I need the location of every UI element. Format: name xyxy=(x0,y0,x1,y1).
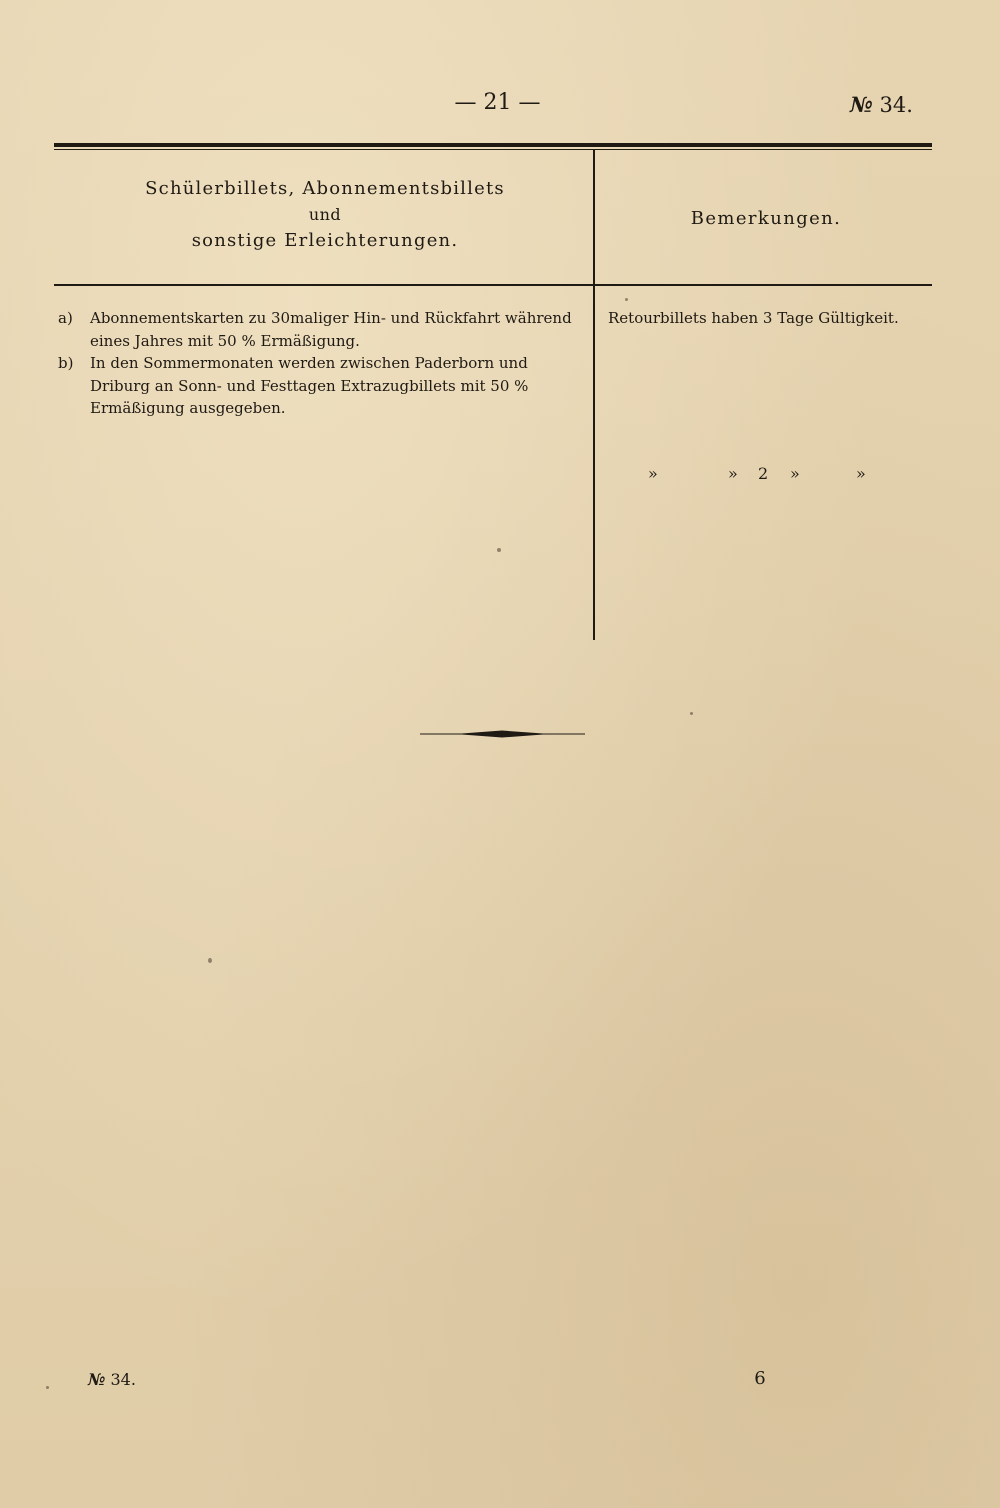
issue-symbol: № xyxy=(850,92,873,117)
item-text: In den Sommermonaten werden zwischen Paderborn und Driburg an Sonn- und Festtagen Extrazugbillets mit 50 % Ermäßigung ausgegeben. xyxy=(90,354,529,417)
footer-issue-symbol: № xyxy=(88,1370,106,1389)
list-item xyxy=(58,352,588,420)
table-top-rule-thin xyxy=(54,149,932,150)
list-item xyxy=(58,307,588,352)
page-number: — 21 — xyxy=(454,90,541,115)
item-label: b) xyxy=(58,354,74,372)
left-header-line-1: Schülerbillets, Abonnementsbillets xyxy=(145,178,505,199)
footer-issue-value: 34. xyxy=(110,1370,136,1389)
table-header-rule xyxy=(54,284,932,286)
paper-speck xyxy=(208,958,212,963)
sheet-number: 6 xyxy=(754,1368,766,1389)
paper-speck xyxy=(690,712,693,715)
paper-speck xyxy=(497,548,501,552)
left-column-header xyxy=(90,176,560,254)
issue-number-header xyxy=(850,92,950,117)
right-column-header: Bemerkungen. xyxy=(690,208,842,229)
remark-text: Retourbillets haben 3 Tage Gültigkeit. xyxy=(608,309,899,327)
column-divider xyxy=(593,150,595,640)
table-top-rule-thick xyxy=(54,143,932,147)
ditto-mark: » xyxy=(790,464,800,483)
ditto-value: 2 xyxy=(758,464,769,483)
items-list xyxy=(58,307,588,420)
paper-speck xyxy=(46,1386,49,1389)
item-text: Abonnementskarten zu 30maliger Hin- und Rückfahrt während eines Jahres mit 50 % Ermäßigung. xyxy=(90,309,572,350)
left-header-line-2: und xyxy=(308,205,342,224)
ditto-row xyxy=(648,464,888,488)
issue-number: 34. xyxy=(879,93,913,117)
end-ornament xyxy=(420,727,585,741)
left-header-line-3: sonstige Erleichterungen. xyxy=(191,230,459,251)
paper-speck xyxy=(625,298,628,301)
item-label: a) xyxy=(58,309,73,327)
ditto-mark: » xyxy=(648,464,658,483)
ditto-mark: » xyxy=(856,464,866,483)
footer-issue-number xyxy=(88,1370,188,1389)
ditto-mark: » xyxy=(728,464,738,483)
